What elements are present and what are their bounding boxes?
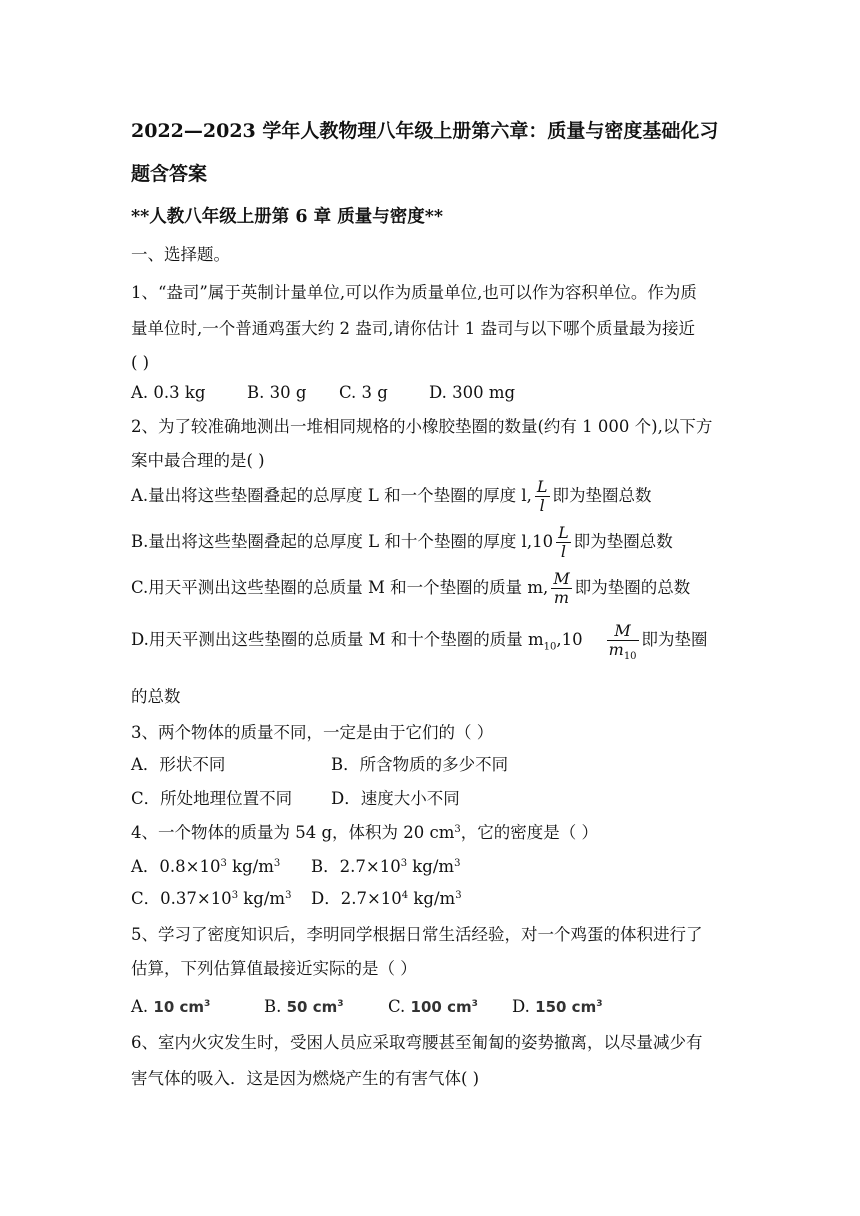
q3-text-line-1: 3、两个物体的质量不同，一定是由于它们的（ ） xyxy=(131,723,494,742)
q4-options-row-1 xyxy=(131,856,460,878)
q1-text-line-1: 1、“盎司”属于英制计量单位,可以作为质量单位,也可以作为容积单位。作为质 xyxy=(131,283,697,302)
q4-option-b: B．$2.7\times 10^3$ $kg/m^3$ xyxy=(311,857,461,876)
q5-option-a: A. 10 $cm^3$ xyxy=(131,997,211,1016)
q4-options-row-2 xyxy=(131,888,462,910)
q5-option-d: D. 150 $cm^3$ xyxy=(512,997,603,1016)
fraction: $\frac{L}{l}$ xyxy=(558,523,569,561)
q1-option-a: A. 0.3 kg xyxy=(131,383,206,402)
q2-option-b: B.量出将这些垫圈叠起的总厚度 L 和十个垫圈的厚度 l,10 $\frac{L}{l}$ 即为垫圈总数 xyxy=(131,523,673,561)
q5-text-line-2: 估算，下列估算值最接近实际的是（ ） xyxy=(131,959,417,978)
q4-option-c: C．$0.37\times 10^3$ $kg/m^3$ xyxy=(131,889,292,908)
document-title-line-1: 2022—2023 学年人教物理八年级上册第六章：质量与密度基础化习 xyxy=(131,120,719,142)
section-heading: 一、选择题。 xyxy=(131,245,230,264)
q5-options xyxy=(131,996,602,1018)
q5-text-line-1: 5、学习了密度知识后，李明同学根据日常生活经验，对一个鸡蛋的体积进行了 xyxy=(131,925,703,944)
q4-text-line-1: 4、一个物体的质量为 54 g，体积为 20 $cm^3$，它的密度是（ ） xyxy=(131,823,599,842)
q6-text-line-2: 害气体的吸入．这是因为燃烧产生的有害气体( ) xyxy=(131,1069,480,1088)
q1-option-b: B. 30 g xyxy=(247,383,307,402)
chapter-subtitle: **人教八年级上册第 6 章 质量与密度** xyxy=(131,207,444,227)
q1-option-d: D. 300 mg xyxy=(429,383,516,402)
q2-option-d-line-2: 的总数 xyxy=(131,687,181,706)
q3-option-d: D．速度大小不同 xyxy=(331,789,460,808)
q2-option-a: A.量出将这些垫圈叠起的总厚度 L 和一个垫圈的厚度 l, $\frac{L}{l}$ 即为垫圈总数 xyxy=(131,477,652,515)
q2-option-c: C.用天平测出这些垫圈的总质量 M 和一个垫圈的质量 m, $\frac{M}{m}$ 即为垫圈的总数 xyxy=(131,569,691,607)
q4-option-a: A．$0.8\times 10^3$ $kg/m^3$ xyxy=(131,857,281,876)
q3-option-a: A．形状不同 xyxy=(131,755,226,774)
q2-text-line-1: 2、为了较准确地测出一堆相同规格的小橡胶垫圈的数量(约有 1 000 个),以下方 xyxy=(131,417,713,436)
q4-option-d: D．$2.7\times 10^4$ $kg/m^3$ xyxy=(311,889,462,908)
document-title-line-2: 题含答案 xyxy=(131,163,208,185)
fraction: $\frac{M}{m_{10}}$ xyxy=(608,621,637,663)
q3-options-row-1 xyxy=(131,754,508,776)
q1-text-line-2: 量单位时,一个普通鸡蛋大约 2 盎司,请你估计 1 盎司与以下哪个质量最为接近 xyxy=(131,319,695,338)
q1-text-line-3: ( ) xyxy=(131,353,150,372)
q3-option-b: B．所含物质的多少不同 xyxy=(331,755,509,774)
q5-option-b: B. 50 $cm^3$ xyxy=(264,997,344,1016)
q3-option-c: C．所处地理位置不同 xyxy=(131,789,293,808)
fraction: $\frac{L}{l}$ xyxy=(536,477,548,515)
q1-option-c: C. 3 g xyxy=(339,383,388,402)
q2-text-line-2: 案中最合理的是( ) xyxy=(131,451,265,470)
fraction: $\frac{M}{m}$ xyxy=(553,569,570,607)
q2-option-d: D.用天平测出这些垫圈的总质量 M 和十个垫圈的质量 $m_{10},10$ $\frac{M}{m_{10}}$ 即为垫圈 xyxy=(131,621,708,663)
q5-option-c: C. 100 $cm^3$ xyxy=(388,997,478,1016)
q1-options xyxy=(131,382,515,404)
q3-options-row-2 xyxy=(131,788,460,810)
q6-text-line-1: 6、室内火灾发生时，受困人员应采取弯腰甚至匍匐的姿势撤离，以尽量减少有 xyxy=(131,1033,703,1052)
